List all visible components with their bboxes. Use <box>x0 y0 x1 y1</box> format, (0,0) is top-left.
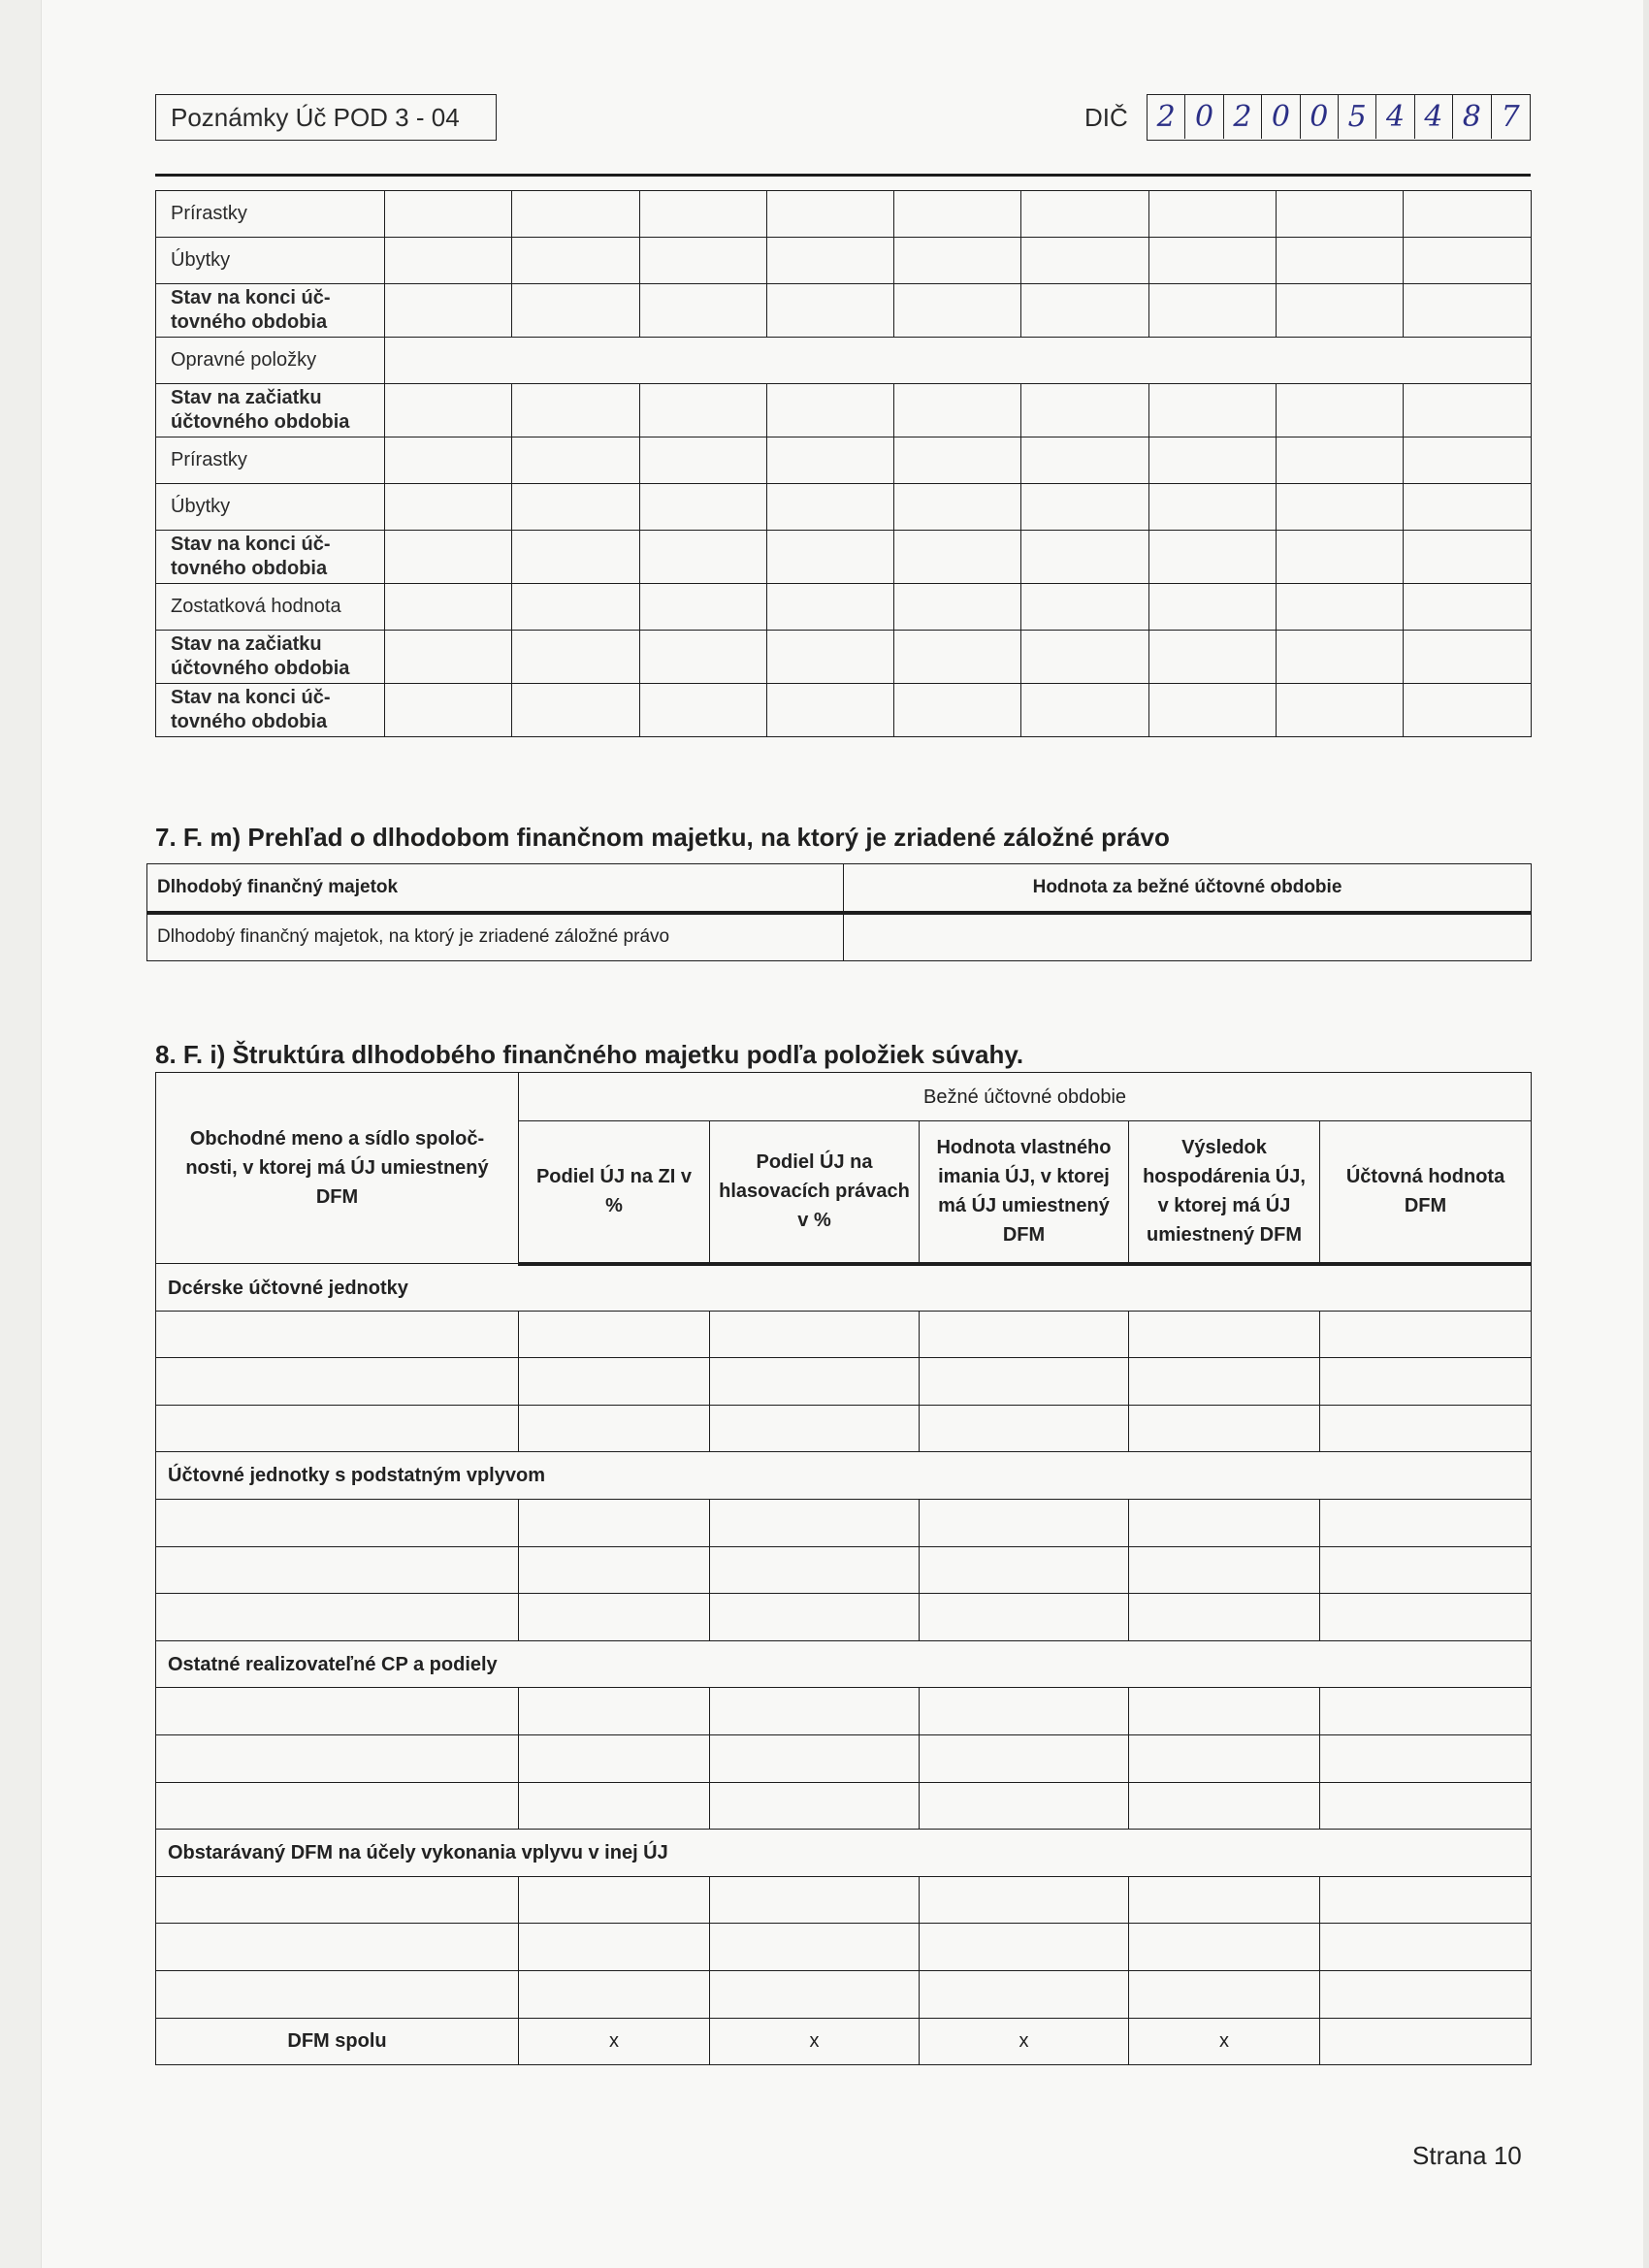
value-cell[interactable] <box>519 1688 710 1735</box>
value-cell[interactable] <box>766 484 893 531</box>
value-cell[interactable] <box>920 1970 1129 2018</box>
company-cell[interactable] <box>156 1734 519 1782</box>
table-row <box>156 631 1532 684</box>
period-header: Bežné účtovné obdobie <box>519 1073 1532 1121</box>
value-cell[interactable] <box>710 1594 920 1641</box>
dic-digit[interactable]: 7 <box>1501 100 1520 134</box>
value-cell[interactable] <box>512 284 639 338</box>
row-label: Stav na konci úč-tovného obdobia <box>156 684 385 737</box>
value-cell[interactable] <box>1404 191 1531 238</box>
company-cell[interactable] <box>156 1594 519 1641</box>
value-cell[interactable] <box>766 437 893 484</box>
value-cell[interactable] <box>1021 191 1148 238</box>
row-label: Úbytky <box>156 238 385 284</box>
value-cell[interactable] <box>1320 1970 1532 2018</box>
value-cell[interactable] <box>894 284 1021 338</box>
value-cell[interactable] <box>639 384 766 437</box>
value-cell[interactable] <box>710 1405 920 1452</box>
total-cell: x <box>519 2018 710 2065</box>
value-cell[interactable] <box>710 1782 920 1830</box>
total-book-value-cell[interactable] <box>1320 2018 1532 2065</box>
value-cell[interactable] <box>519 1358 710 1406</box>
movements-table <box>155 190 1532 737</box>
value-cell[interactable] <box>920 1499 1129 1546</box>
value-cell[interactable] <box>1320 1734 1532 1782</box>
value-cell[interactable] <box>519 1499 710 1546</box>
table-row <box>156 191 1532 238</box>
value-cell[interactable] <box>1277 631 1404 684</box>
company-cell[interactable] <box>156 1499 519 1546</box>
value-cell[interactable] <box>1404 684 1531 737</box>
table-row <box>156 684 1532 737</box>
value-cell[interactable] <box>1129 1734 1320 1782</box>
dic-digit[interactable]: 0 <box>1262 95 1300 139</box>
group-label: Dcérske účtovné jednotky <box>156 1264 1532 1312</box>
dic-digit[interactable]: 2 <box>1224 95 1262 139</box>
value-cell[interactable] <box>385 284 512 338</box>
value-cell[interactable] <box>920 1876 1129 1924</box>
value-cell[interactable] <box>1320 1876 1532 1924</box>
value-cell[interactable] <box>512 631 639 684</box>
table-row <box>156 1688 1532 1735</box>
value-cell[interactable] <box>894 631 1021 684</box>
value-cell[interactable] <box>766 631 893 684</box>
value-cell[interactable] <box>1148 684 1276 737</box>
value-cell[interactable] <box>1129 1924 1320 1971</box>
value-cell[interactable] <box>385 584 512 631</box>
value-cell[interactable] <box>639 238 766 284</box>
row-label: Stav na začiatku účtovného obdobia <box>156 631 385 684</box>
value-cell[interactable] <box>920 1688 1129 1735</box>
table-row <box>156 484 1532 531</box>
value-cell[interactable] <box>512 584 639 631</box>
value-cell[interactable] <box>519 1546 710 1594</box>
value-cell[interactable] <box>1129 1358 1320 1406</box>
value-cell[interactable] <box>639 584 766 631</box>
value-cell[interactable] <box>894 238 1021 284</box>
value-cell[interactable] <box>710 1734 920 1782</box>
value-cell[interactable] <box>639 531 766 584</box>
value-cell[interactable] <box>1277 437 1404 484</box>
value-cell[interactable] <box>519 1311 710 1358</box>
table-row <box>156 1499 1532 1546</box>
value-cell[interactable] <box>1021 484 1148 531</box>
value-cell[interactable] <box>710 1499 920 1546</box>
dic-field[interactable] <box>1147 94 1531 141</box>
table-row <box>156 1546 1532 1594</box>
row-label: Zostatková hodnota <box>156 584 385 631</box>
table-row <box>156 284 1532 338</box>
value-cell[interactable] <box>519 1970 710 2018</box>
value-cell[interactable] <box>1148 631 1276 684</box>
value-cell[interactable] <box>920 1594 1129 1641</box>
value-cell[interactable] <box>519 1924 710 1971</box>
total-row <box>156 2018 1532 2065</box>
value-cell[interactable] <box>512 238 639 284</box>
value-cell[interactable] <box>639 191 766 238</box>
company-cell[interactable] <box>156 1311 519 1358</box>
total-label: DFM spolu <box>156 2018 519 2065</box>
value-cell[interactable] <box>639 484 766 531</box>
value-cell[interactable] <box>1404 631 1531 684</box>
value-cell[interactable] <box>894 584 1021 631</box>
table-row <box>156 531 1532 584</box>
company-cell[interactable] <box>156 1924 519 1971</box>
value-cell[interactable] <box>766 191 893 238</box>
value-cell[interactable] <box>1148 531 1276 584</box>
group-label: Obstarávaný DFM na účely vykonania vplyvu v inej ÚJ <box>156 1830 1532 1877</box>
group-row <box>156 1264 1532 1312</box>
scan-page-edge-right <box>1643 0 1649 2268</box>
table-header-row <box>156 1073 1532 1121</box>
value-cell[interactable] <box>894 437 1021 484</box>
value-cell[interactable] <box>1129 1311 1320 1358</box>
value-cell[interactable] <box>1021 531 1148 584</box>
merged-value-cell <box>385 338 1532 384</box>
pledged-assets-table <box>146 863 1532 961</box>
dic-digit[interactable]: 5 <box>1339 95 1376 139</box>
company-cell[interactable] <box>156 1546 519 1594</box>
value-cell[interactable] <box>1148 238 1276 284</box>
value-cell[interactable] <box>1148 484 1276 531</box>
dic-digit[interactable]: 0 <box>1301 95 1339 139</box>
value-cell[interactable] <box>519 1594 710 1641</box>
value-cell[interactable] <box>894 484 1021 531</box>
total-cell: x <box>920 2018 1129 2065</box>
value-cell[interactable] <box>1148 437 1276 484</box>
table-row <box>156 384 1532 437</box>
group-label: Ostatné realizovateľné CP a podiely <box>156 1640 1532 1688</box>
value-cell[interactable] <box>1148 384 1276 437</box>
company-cell[interactable] <box>156 1358 519 1406</box>
value-cell[interactable] <box>1129 1782 1320 1830</box>
dic-digit[interactable]: 8 <box>1453 95 1491 139</box>
value-cell[interactable] <box>512 191 639 238</box>
scan-page-edge <box>0 0 42 2268</box>
row-label: Prírastky <box>156 437 385 484</box>
value-cell[interactable] <box>766 684 893 737</box>
col-share-capital-header: Podiel ÚJ na ZI v % <box>519 1121 710 1264</box>
group-row <box>156 1830 1532 1877</box>
value-cell[interactable] <box>1129 1594 1320 1641</box>
value-cell[interactable] <box>385 684 512 737</box>
section7-heading: 7. F. m) Prehľad o dlhodobom finančnom majetku, na ktorý je zriadené záložné právo <box>155 823 1170 852</box>
col-asset-header: Dlhodobý finančný majetok <box>147 864 844 913</box>
table-row <box>156 1782 1532 1830</box>
value-cell[interactable] <box>512 437 639 484</box>
value-cell[interactable] <box>385 531 512 584</box>
dic-digit[interactable]: 4 <box>1376 95 1414 139</box>
value-cell[interactable] <box>1021 631 1148 684</box>
table-row <box>156 238 1532 284</box>
table-row <box>156 1876 1532 1924</box>
value-cell[interactable] <box>1129 1970 1320 2018</box>
col-value-header: Hodnota za bežné účtovné obdobie <box>844 864 1532 913</box>
value-cell[interactable] <box>1277 238 1404 284</box>
section8-heading: 8. F. i) Štruktúra dlhodobého finančného majetku podľa položiek súvahy. <box>155 1040 1024 1069</box>
row-label: Dlhodobý finančný majetok, na ktorý je zriadené záložné právo <box>147 913 844 961</box>
group-row <box>156 1452 1532 1500</box>
value-cell[interactable] <box>766 384 893 437</box>
value-cell[interactable] <box>1320 1782 1532 1830</box>
value-cell[interactable] <box>766 238 893 284</box>
value-cell[interactable] <box>385 437 512 484</box>
value-cell[interactable] <box>639 284 766 338</box>
col-result-header: Výsledok hospodárenia ÚJ, v ktorej má ÚJ umiestnený DFM <box>1129 1121 1320 1264</box>
value-cell[interactable] <box>766 284 893 338</box>
value-cell[interactable] <box>385 191 512 238</box>
value-cell[interactable] <box>1021 437 1148 484</box>
value-cell[interactable] <box>639 631 766 684</box>
value-cell[interactable] <box>519 1782 710 1830</box>
value-cell[interactable] <box>1277 384 1404 437</box>
value-cell[interactable] <box>920 1782 1129 1830</box>
value-cell[interactable] <box>1320 1499 1532 1546</box>
row-label: Úbytky <box>156 484 385 531</box>
table-row <box>147 913 1532 961</box>
company-cell[interactable] <box>156 1688 519 1735</box>
company-cell[interactable] <box>156 1405 519 1452</box>
value-cell[interactable] <box>1404 284 1531 338</box>
value-cell[interactable] <box>1148 284 1276 338</box>
group-label: Účtovné jednotky s podstatným vplyvom <box>156 1452 1532 1500</box>
dic-label: DIČ <box>1084 103 1128 132</box>
value-cell[interactable] <box>1021 684 1148 737</box>
value-cell[interactable] <box>710 1311 920 1358</box>
value-cell[interactable] <box>844 913 1532 961</box>
table-row <box>156 1734 1532 1782</box>
value-cell[interactable] <box>710 1546 920 1594</box>
value-cell[interactable] <box>1404 384 1531 437</box>
group-row <box>156 1640 1532 1688</box>
value-cell[interactable] <box>1277 191 1404 238</box>
value-cell[interactable] <box>1277 484 1404 531</box>
company-cell[interactable] <box>156 1782 519 1830</box>
dic-digit[interactable]: 4 <box>1415 95 1453 139</box>
value-cell[interactable] <box>519 1734 710 1782</box>
value-cell[interactable] <box>1129 1546 1320 1594</box>
row-label: Stav na začiatku účtovného obdobia <box>156 384 385 437</box>
value-cell[interactable] <box>766 584 893 631</box>
company-cell[interactable] <box>156 1970 519 2018</box>
value-cell[interactable] <box>1277 584 1404 631</box>
value-cell[interactable] <box>385 384 512 437</box>
value-cell[interactable] <box>1404 484 1531 531</box>
value-cell[interactable] <box>766 531 893 584</box>
value-cell[interactable] <box>519 1876 710 1924</box>
value-cell[interactable] <box>1021 384 1148 437</box>
value-cell[interactable] <box>512 684 639 737</box>
value-cell[interactable] <box>710 1876 920 1924</box>
col-book-value-header: Účtovná hodnota DFM <box>1320 1121 1532 1264</box>
table-row <box>156 338 1532 384</box>
value-cell[interactable] <box>1404 531 1531 584</box>
value-cell[interactable] <box>920 1358 1129 1406</box>
value-cell[interactable] <box>1320 1546 1532 1594</box>
value-cell[interactable] <box>1277 684 1404 737</box>
row-label: Stav na konci úč-tovného obdobia <box>156 531 385 584</box>
dic-digit[interactable]: 0 <box>1185 95 1223 139</box>
value-cell[interactable] <box>1129 1688 1320 1735</box>
value-cell[interactable] <box>894 384 1021 437</box>
form-title: Poznámky Úč POD 3 - 04 <box>155 94 497 141</box>
table-row <box>156 1970 1532 2018</box>
company-cell[interactable] <box>156 1876 519 1924</box>
value-cell[interactable] <box>920 1311 1129 1358</box>
table-row <box>156 1594 1532 1641</box>
value-cell[interactable] <box>512 531 639 584</box>
total-cell: x <box>710 2018 920 2065</box>
row-label: Prírastky <box>156 191 385 238</box>
value-cell[interactable] <box>710 1924 920 1971</box>
value-cell[interactable] <box>710 1970 920 2018</box>
page-number: Strana 10 <box>1412 2141 1522 2170</box>
row-label: Opravné položky <box>156 338 385 384</box>
value-cell[interactable] <box>1404 437 1531 484</box>
table-row <box>156 1924 1532 1971</box>
table-row <box>156 1358 1532 1406</box>
table-row <box>156 584 1532 631</box>
value-cell[interactable] <box>710 1358 920 1406</box>
value-cell[interactable] <box>1129 1499 1320 1546</box>
value-cell[interactable] <box>639 684 766 737</box>
value-cell[interactable] <box>1277 531 1404 584</box>
value-cell[interactable] <box>1320 1688 1532 1735</box>
value-cell[interactable] <box>385 484 512 531</box>
header-divider <box>155 174 1531 177</box>
table-row <box>156 1405 1532 1452</box>
value-cell[interactable] <box>1320 1311 1532 1358</box>
value-cell[interactable] <box>920 1546 1129 1594</box>
value-cell[interactable] <box>1129 1876 1320 1924</box>
value-cell[interactable] <box>894 531 1021 584</box>
value-cell[interactable] <box>512 484 639 531</box>
value-cell[interactable] <box>1404 584 1531 631</box>
value-cell[interactable] <box>1021 284 1148 338</box>
table-row <box>156 1311 1532 1358</box>
dic-digit[interactable]: 2 <box>1148 95 1185 139</box>
value-cell[interactable] <box>1277 284 1404 338</box>
value-cell[interactable] <box>1320 1358 1532 1406</box>
value-cell[interactable] <box>1021 238 1148 284</box>
col-voting-rights-header: Podiel ÚJ na hlasovacích právach v % <box>710 1121 920 1264</box>
value-cell[interactable] <box>385 631 512 684</box>
value-cell[interactable] <box>1320 1405 1532 1452</box>
value-cell[interactable] <box>1320 1924 1532 1971</box>
value-cell[interactable] <box>519 1405 710 1452</box>
value-cell[interactable] <box>894 191 1021 238</box>
value-cell[interactable] <box>512 384 639 437</box>
dfm-structure-table <box>155 1072 1532 2065</box>
value-cell[interactable] <box>920 1734 1129 1782</box>
col-equity-header: Hodnota vlastného imania ÚJ, v ktorej má ÚJ umiestnený DFM <box>920 1121 1129 1264</box>
value-cell[interactable] <box>894 684 1021 737</box>
value-cell[interactable] <box>1320 1594 1532 1641</box>
value-cell[interactable] <box>1404 238 1531 284</box>
row-label: Stav na konci úč-tovného obdobia <box>156 284 385 338</box>
total-cell: x <box>1129 2018 1320 2065</box>
value-cell[interactable] <box>920 1405 1129 1452</box>
value-cell[interactable] <box>1148 191 1276 238</box>
table-header-row <box>147 864 1532 913</box>
value-cell[interactable] <box>710 1688 920 1735</box>
table-row <box>156 437 1532 484</box>
value-cell[interactable] <box>639 437 766 484</box>
value-cell[interactable] <box>920 1924 1129 1971</box>
value-cell[interactable] <box>1148 584 1276 631</box>
value-cell[interactable] <box>385 238 512 284</box>
value-cell[interactable] <box>1021 584 1148 631</box>
col-company-header: Obchodné meno a sídlo spoloč-nosti, v ktorej má ÚJ umiestnený DFM <box>156 1073 519 1264</box>
value-cell[interactable] <box>1129 1405 1320 1452</box>
